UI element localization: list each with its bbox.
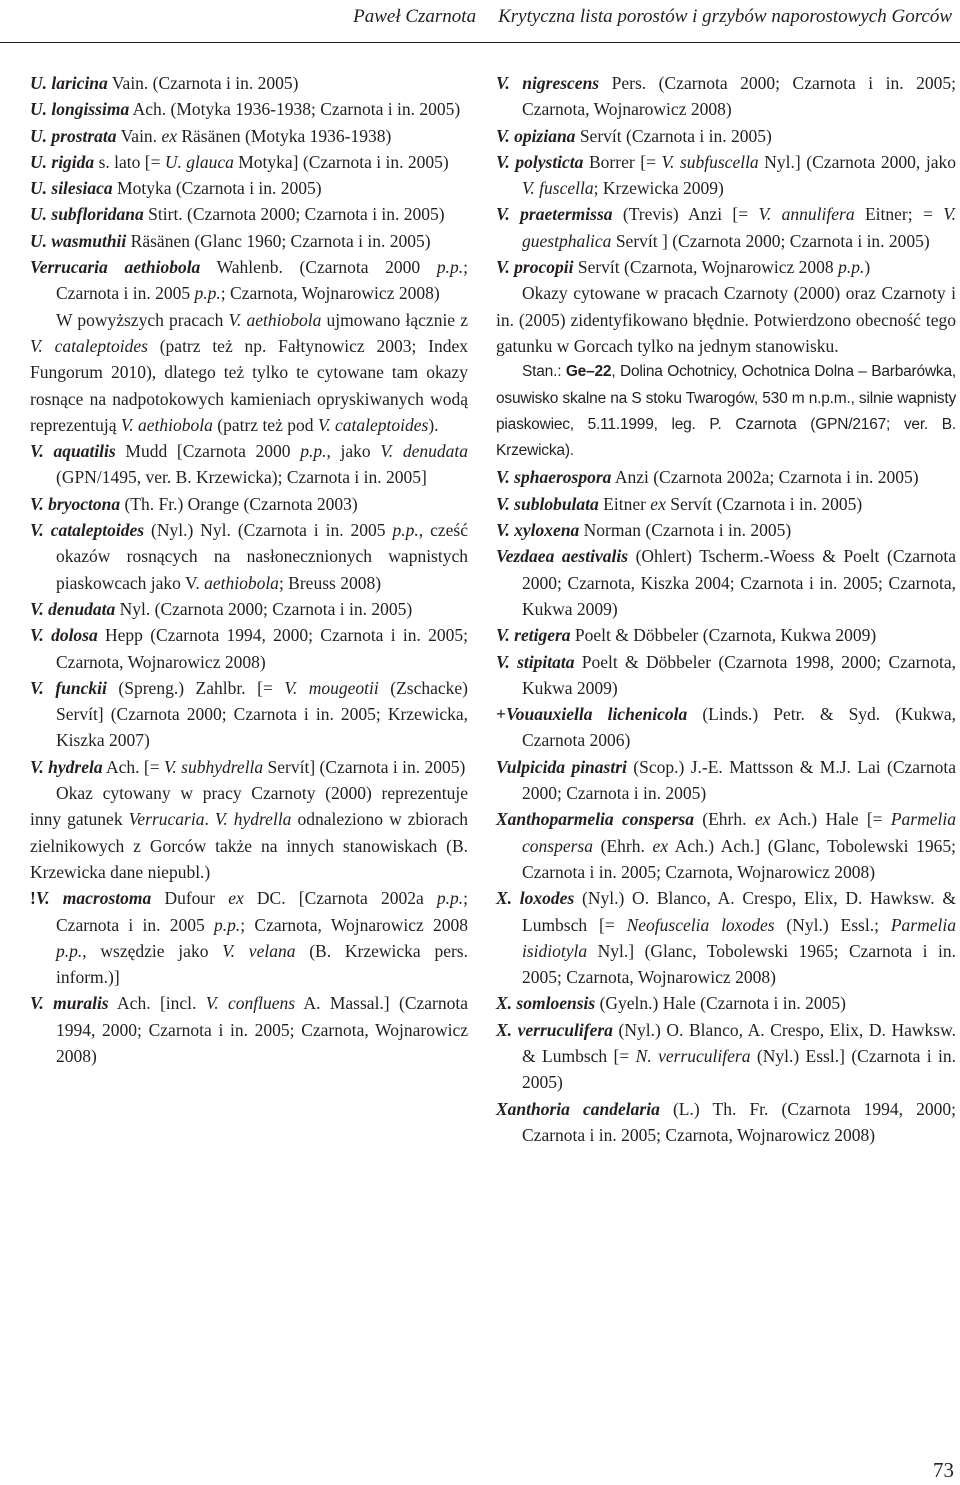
entry-text: Servít (Czarnota i in. 2005): [575, 125, 772, 146]
taxon-name: X. loxodes: [496, 888, 575, 909]
entry-text: DC. [Czarnota 2002a: [243, 888, 437, 909]
taxon-entry: [30, 885, 468, 990]
taxon-name: U. wasmuthii: [30, 230, 127, 251]
taxon-name: V. sublobulata: [496, 493, 599, 514]
italic-text: p.p.: [214, 914, 241, 935]
entry-text: Räsänen (Glanc 1960; Czarnota i in. 2005): [126, 230, 431, 251]
taxon-name: U. subfloridana: [30, 204, 144, 225]
italic-text: p.p.: [56, 940, 83, 961]
taxon-entry: [30, 123, 468, 149]
entry-text: Anzi (Czarnota 2002a; Czarnota i in. 2005): [611, 467, 919, 488]
entry-text: Nyl. (Czarnota 2000; Czarnota i in. 2005): [115, 598, 413, 619]
entry-text: (Nyl.) Essl.;: [774, 914, 891, 935]
entry-text: (Scop.) J.-E. Mattsson & M.J. Lai (Czarnota 2000; Czarnota i in. 2005): [522, 756, 957, 804]
taxon-entry: [496, 649, 956, 702]
entry-text: (Ehrh.: [592, 835, 653, 856]
bold-text: +: [496, 704, 506, 725]
taxon-entry: [30, 96, 468, 122]
italic-text: V. cataleptoides: [30, 335, 148, 356]
taxon-name: V. praetermissa: [496, 204, 613, 225]
italic-text: Parmelia conspersa: [522, 809, 956, 856]
italic-text: V. guestphalica: [522, 204, 956, 251]
entry-text: (patrz też np. Fałtynowicz 2003; Index Fungorum 2010), dlatego też tylko te cytowane tam okazy rosnące na nadpotokowych kamieniach opryskiwanych wodą reprezentują: [30, 335, 468, 435]
bold-text: !: [30, 888, 36, 909]
entry-text: (GPN/1495, ver. B. Krzewicka); Czarnota i in. 2005]: [56, 467, 427, 488]
entry-text: (patrz też pod: [212, 414, 318, 435]
entry-text: Servít ] (Czarnota 2000; Czarnota i in. 2005): [611, 230, 930, 251]
entry-text: Norman (Czarnota i in. 2005): [579, 520, 792, 541]
entry-text: (Nyl.) Essl.] (Czarnota i in. 2005): [522, 1045, 956, 1093]
italic-text: aethiobola: [204, 572, 279, 593]
italic-text: ex: [652, 835, 669, 856]
italic-text: U. glauca: [164, 151, 234, 172]
taxon-name: Vulpicida pinastri: [496, 756, 627, 777]
entry-text: Stirt. (Czarnota 2000; Czarnota i in. 2005): [143, 204, 445, 225]
taxon-entry: [496, 464, 956, 490]
entry-text: ): [864, 257, 871, 278]
entry-text: Vain. (Czarnota i in. 2005): [107, 73, 299, 93]
entry-text: Hepp (Czarnota 1994, 2000; Czarnota i in. 2005; Czarnota, Wojnarowicz 2008): [56, 625, 468, 672]
italic-text: p.p.: [194, 283, 221, 304]
entry-text: , jako: [326, 441, 381, 462]
taxon-name: V. nigrescens: [496, 73, 600, 93]
taxon-name: V. stipitata: [496, 651, 575, 672]
entry-text: , wszędzie jako: [82, 940, 223, 961]
taxon-entry: [496, 123, 956, 149]
entry-text: , Dolina Ochotnicy, Ochotnica Dolna – Barbarówka, osuwisko skalne na S stoku Twarogów, 530 m n.p.m., silnie wapnisty piaskowiec, 5.11.1999, leg. P. Czarnota (GPN/2167; ver. B. Krzewicka).: [496, 363, 957, 460]
italic-text: ex: [650, 493, 666, 514]
entry-text: Eitner; =: [854, 204, 944, 225]
taxon-entry: [30, 149, 468, 175]
taxon-entry: [30, 675, 468, 754]
entry-text: Ach.) Hale [=: [770, 809, 891, 830]
italic-text: V. subhydrella: [164, 756, 264, 777]
taxon-entry: [496, 1096, 956, 1149]
taxon-entry: [496, 990, 956, 1016]
entry-text: Nyl.] (Glanc, Tobolewski 1965; Czarnota i in. 2005; Czarnota, Wojnarowicz 2008): [522, 940, 956, 988]
italic-text: N. verruculifera: [635, 1045, 751, 1066]
taxon-name: U. prostrata: [30, 125, 117, 146]
taxon-name: V. opiziana: [496, 125, 576, 146]
taxon-name: X. verruculifera: [496, 1019, 613, 1040]
taxon-entry: [30, 622, 468, 675]
taxon-entry: [496, 543, 956, 622]
italic-text: V. velana: [222, 940, 296, 961]
taxon-entry: [496, 491, 956, 517]
entry-text: Wahlenb. (Czarnota 2000: [200, 257, 437, 278]
taxon-note: [496, 280, 956, 359]
header-rule: [0, 42, 960, 43]
taxon-name: U. longissima: [30, 99, 130, 120]
taxon-entry: [496, 885, 956, 990]
entry-text: Ach.) Ach.] (Glanc, Tobolewski 1965; Czarnota i in. 2005; Czarnota, Wojnarowicz 2008): [522, 835, 956, 882]
italic-text: V. mougeotii: [284, 677, 379, 698]
italic-text: ex: [161, 125, 177, 146]
taxon-entry: [496, 806, 956, 885]
taxon-name: Xanthoria candelaria: [496, 1098, 660, 1119]
italic-text: ex: [754, 809, 771, 830]
entry-text: Ach. [=: [102, 756, 164, 777]
taxon-entry: [496, 149, 956, 202]
taxon-name: V. procopii: [496, 257, 574, 278]
entry-text: (Zschacke) Servít] (Czarnota 2000; Czarnota i in. 2005; Krzewicka, Kiszka 2007): [56, 677, 468, 751]
taxon-entry: [30, 990, 468, 1069]
header-author: Paweł Czarnota: [353, 6, 477, 27]
taxon-note: [30, 307, 468, 438]
entry-text: Motyka (Czarnota i in. 2005): [112, 178, 322, 199]
italic-text: p.p.: [838, 257, 865, 278]
header-title: Krytyczna lista porostów i grzybów naporostowych Gorców: [498, 6, 952, 27]
taxon-name: V. hydrela: [30, 756, 103, 777]
left-column: [30, 70, 468, 1069]
taxon-entry: [30, 754, 468, 780]
taxon-entry: [30, 491, 468, 517]
italic-text: p.p.: [436, 257, 464, 278]
italic-text: ex: [228, 888, 244, 909]
entry-text: ; Czarnota i in. 2005: [56, 888, 469, 935]
taxon-entry: [30, 517, 468, 596]
taxon-name: V. retigera: [496, 625, 571, 646]
italic-text: Neofuscelia loxodes: [626, 914, 775, 935]
entry-text: (Ohlert) Tscherm.-Woess & Poelt (Czarnota 2000; Czarnota, Kiszka 2004; Czarnota i in. 2005; Czarnota, Kukwa 2009): [522, 546, 956, 619]
entry-text: Servít (Czarnota i in. 2005): [665, 493, 863, 514]
entry-text: Servít (Czarnota, Wojnarowicz 2008: [573, 257, 839, 278]
entry-text: Poelt & Döbbeler (Czarnota 1998, 2000; Czarnota, Kukwa 2009): [522, 651, 956, 698]
entry-text: Dufour: [151, 888, 229, 909]
entry-text: Eitner: [598, 493, 651, 514]
entry-text: (B. Krzewicka pers. inform.)]: [56, 940, 468, 988]
entry-text: Borrer [=: [583, 151, 662, 172]
page-number: 73: [933, 1458, 954, 1482]
entry-text: ).: [428, 414, 439, 435]
taxon-entry: [496, 701, 956, 754]
italic-text: V. cataleptoides: [317, 414, 429, 435]
entry-text: Ach. [incl.: [108, 993, 206, 1014]
taxon-entry: [496, 254, 956, 280]
entry-text: (L.) Th. Fr. (Czarnota 1994, 2000; Czarnota i in. 2005; Czarnota, Wojnarowicz 2008): [522, 1098, 956, 1145]
taxon-name: Vezdaea aestivalis: [496, 546, 629, 567]
taxon-name: V. polysticta: [496, 151, 584, 172]
entry-text: Poelt & Döbbeler (Czarnota, Kukwa 2009): [570, 625, 877, 646]
locality-record: [496, 359, 956, 464]
italic-text: V. fuscella: [522, 178, 594, 199]
entry-text: ; Czarnota, Wojnarowicz 2008): [220, 283, 440, 304]
entry-text: (Spreng.) Zahlbr. [=: [106, 677, 285, 698]
entry-text: (Trevis) Anzi [=: [612, 204, 759, 225]
entry-text: W powyższych pracach: [56, 309, 229, 330]
italic-text: p.p.: [300, 441, 327, 462]
entry-text: Pers. (Czarnota 2000; Czarnota i in. 2005; Czarnota, Wojnarowicz 2008): [522, 73, 956, 120]
taxon-name: V. dolosa: [30, 625, 98, 646]
entry-text: ; Krzewicka 2009): [593, 178, 724, 199]
italic-text: V. subfuscella: [661, 151, 759, 172]
taxon-entry: [496, 622, 956, 648]
bold-text: Ge–22: [565, 363, 612, 381]
taxon-name: V. muralis: [30, 993, 109, 1014]
taxon-name: V. xyloxena: [496, 520, 580, 541]
italic-text: V. aethiobola: [120, 414, 213, 435]
taxon-name: V. funckii: [30, 677, 107, 698]
entry-text: , cześć okazów rosnących na nasłonecznionych wapnistych piaskowcach jako V.: [56, 520, 468, 593]
entry-text: .: [204, 809, 215, 830]
italic-text: p.p.: [436, 888, 464, 909]
taxon-entry: [30, 438, 468, 491]
taxon-entry: [30, 201, 468, 227]
entry-text: Okaz cytowany w pracy Czarnoty (2000) reprezentuje inny gatunek: [30, 783, 468, 830]
italic-text: V. aethiobola: [228, 309, 322, 330]
taxon-name: V. aquatilis: [30, 441, 116, 462]
entry-text: A. Massal.] (Czarnota 1994, 2000; Czarnota i in. 2005; Czarnota, Wojnarowicz 2008): [56, 993, 469, 1066]
taxon-name: Vouauxiella lichenicola: [505, 704, 688, 725]
taxon-note: [30, 780, 468, 885]
taxon-entry: [496, 1017, 956, 1096]
entry-text: Mudd [Czarnota 2000: [115, 441, 301, 462]
entry-text: (Linds.) Petr. & Syd. (Kukwa, Czarnota 2006): [522, 704, 956, 751]
italic-text: V. annulifera: [758, 204, 855, 225]
entry-text: Servít] (Czarnota i in. 2005): [263, 756, 466, 777]
taxon-entry: [496, 517, 956, 543]
entry-text: ; Czarnota, Wojnarowicz 2008: [240, 914, 468, 935]
taxon-entry: [496, 70, 956, 123]
entry-text: (Ehrh.: [693, 809, 755, 830]
taxon-name: Verrucaria aethiobola: [30, 257, 201, 278]
taxon-entry: [30, 70, 468, 96]
italic-text: V. confluens: [205, 993, 296, 1014]
entry-text: s. lato [=: [94, 151, 165, 172]
taxon-entry: [30, 254, 468, 307]
taxon-entry: [496, 754, 956, 807]
entry-text: Räsänen (Motyka 1936-1938): [176, 125, 392, 146]
taxon-name: V. bryoctona: [30, 493, 121, 514]
italic-text: V. denudata: [380, 441, 468, 462]
entry-text: (Nyl.) O. Blanco, A. Crespo, Elix, D. Hawksw. & Lumbsch [=: [522, 888, 956, 935]
taxon-entry: [30, 175, 468, 201]
entry-text: odnaleziono w zbiorach zielnikowych z Gorców także na innych stanowiskach (B. Krzewicka dane niepubl.): [30, 809, 469, 882]
entry-text: Ach. (Motyka 1936-1938; Czarnota i in. 2005): [129, 99, 461, 120]
taxon-name: V. macrostoma: [35, 888, 152, 909]
taxon-name: Xanthoparmelia conspersa: [496, 809, 694, 830]
italic-text: Parmelia isidiotyla: [522, 914, 956, 961]
italic-text: p.p.: [392, 520, 419, 541]
entry-text: Motyka] (Czarnota i in. 2005): [233, 151, 449, 172]
italic-text: Verrucaria: [128, 809, 205, 830]
entry-text: ; Breuss 2008): [278, 572, 382, 593]
taxon-name: U. rigida: [30, 151, 95, 172]
taxon-entry: [496, 201, 956, 254]
entry-text: Okazy cytowane w pracach Czarnoty (2000) oraz Czarnoty i in. (2005) zidentyfikowano błędnie. Potwierdzono obecność tego gatunku w Gorcach tylko na jednym stanowisku.: [496, 283, 956, 356]
entry-text: Stan.:: [522, 363, 566, 381]
taxon-name: X. somloensis: [496, 993, 596, 1014]
entry-text: Nyl.] (Czarnota 2000, jako: [758, 151, 956, 172]
taxon-entry: [30, 596, 468, 622]
taxon-name: U. silesiaca: [30, 178, 113, 199]
taxon-name: V. denudata: [30, 598, 116, 619]
italic-text: V. hydrella: [214, 809, 292, 830]
entry-text: ujmowano łącznie z: [321, 309, 468, 330]
entry-text: ; Czarnota i in. 2005: [56, 257, 468, 304]
taxon-entry: [30, 228, 468, 254]
taxon-name: U. laricina: [30, 73, 108, 93]
running-header: [353, 6, 952, 28]
right-column: [496, 70, 956, 1148]
entry-text: Vain.: [116, 125, 162, 146]
entry-text: (Nyl.) O. Blanco, A. Crespo, Elix, D. Hawksw. & Lumbsch [=: [522, 1019, 956, 1066]
entry-text: (Gyeln.) Hale (Czarnota i in. 2005): [595, 993, 846, 1014]
entry-text: (Th. Fr.) Orange (Czarnota 2003): [120, 493, 358, 514]
taxon-name: V. cataleptoides: [30, 520, 145, 541]
entry-text: (Nyl.) Nyl. (Czarnota i in. 2005: [144, 520, 393, 541]
taxon-name: V. sphaerospora: [496, 467, 612, 488]
